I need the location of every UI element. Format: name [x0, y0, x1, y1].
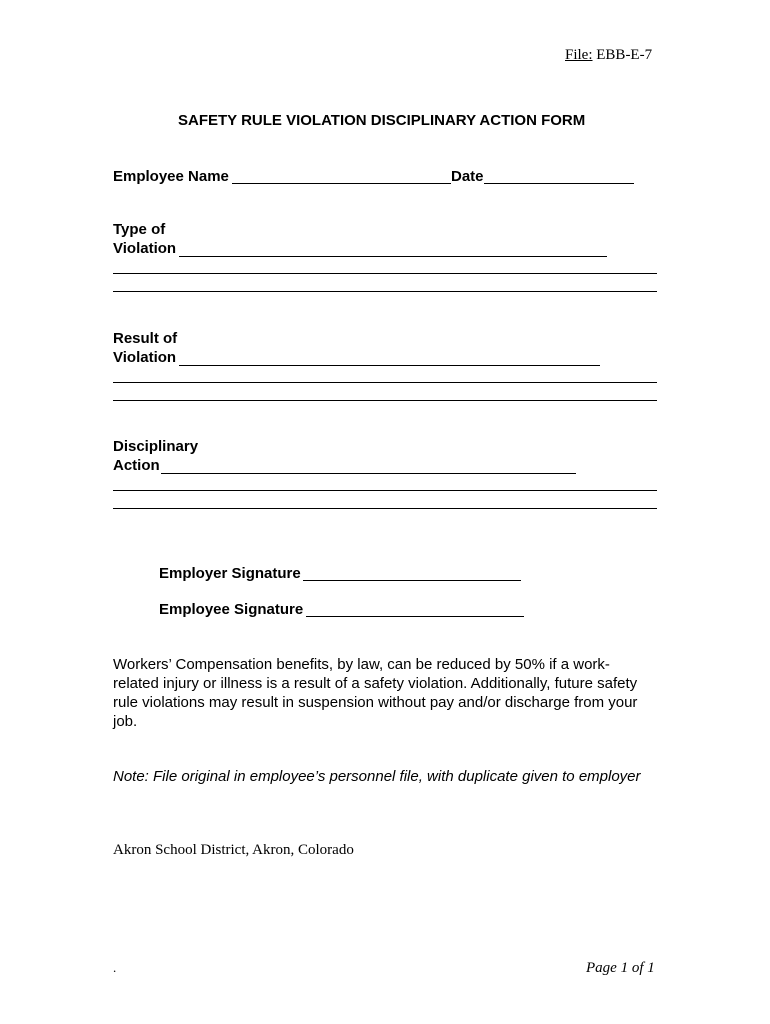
- notice-line-3: rule violations may result in suspension without pay and/or discharge from your: [113, 694, 638, 711]
- violation-result-field[interactable]: [179, 365, 600, 366]
- violation-type-field[interactable]: [179, 256, 607, 257]
- employer-signature-label: Employer Signature: [159, 565, 301, 582]
- file-code: EBB-E-7: [596, 47, 653, 63]
- employer-signature-field[interactable]: [303, 580, 521, 581]
- violation-result-field-line2[interactable]: [113, 382, 657, 383]
- violation-result-field-line3[interactable]: [113, 400, 657, 401]
- violation-type-field-line2[interactable]: [113, 273, 657, 274]
- disciplinary-label-line1: Disciplinary: [113, 438, 199, 455]
- result-of-label-line1: Result of: [113, 330, 178, 347]
- type-of-label-line1: Type of: [113, 221, 166, 238]
- result-violation-label-line2: Violation: [113, 349, 177, 366]
- date-label: Date: [451, 168, 484, 185]
- district-name: Akron School District, Akron, Colorado: [113, 842, 354, 858]
- employee-signature-label: Employee Signature: [159, 601, 304, 618]
- form-title: SAFETY RULE VIOLATION DISCIPLINARY ACTION FORM: [178, 112, 586, 129]
- filing-note: Note: File original in employee’s personnel file, with duplicate given to employer: [113, 768, 641, 785]
- disciplinary-action-field-line3[interactable]: [113, 508, 657, 509]
- file-label: File:: [565, 47, 593, 63]
- notice-line-1: Workers’ Compensation benefits, by law, can be reduced by 50% if a work-: [113, 656, 610, 673]
- action-label-line2: Action: [113, 457, 160, 474]
- disciplinary-action-field-line2[interactable]: [113, 490, 657, 491]
- employee-signature-field[interactable]: [306, 616, 524, 617]
- disciplinary-action-field[interactable]: [161, 473, 576, 474]
- date-field[interactable]: [484, 183, 634, 184]
- notice-line-2: related injury or illness is a result of a safety violation. Additionally, future safety: [113, 675, 638, 692]
- employee-name-field[interactable]: [232, 183, 451, 184]
- footer-dot: .: [113, 960, 117, 975]
- employee-name-label: Employee Name: [113, 168, 229, 185]
- page-number: Page 1 of 1: [586, 960, 655, 976]
- notice-line-4: job.: [113, 713, 138, 730]
- violation-type-label-line2: Violation: [113, 240, 177, 257]
- violation-type-field-line3[interactable]: [113, 291, 657, 292]
- file-reference: [565, 47, 652, 64]
